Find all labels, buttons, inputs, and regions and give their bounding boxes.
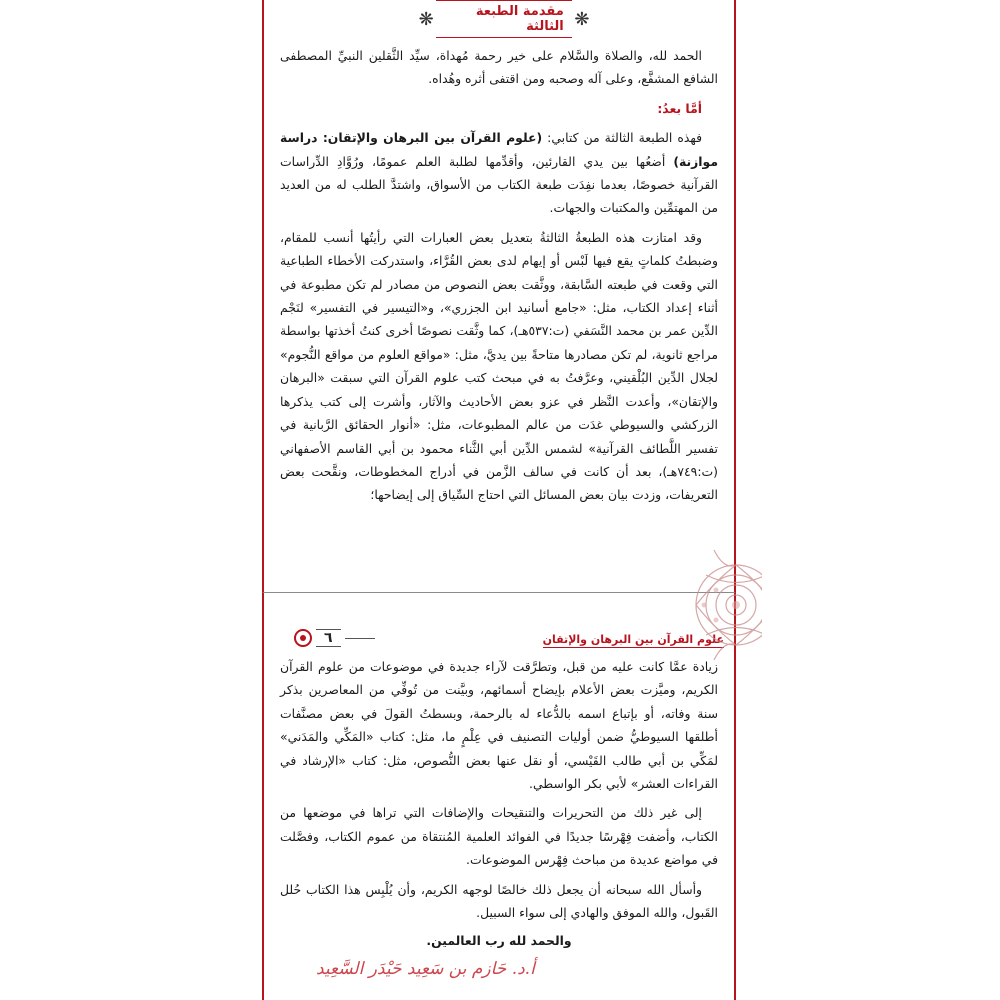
amma-badu-heading: أمَّا بعدُ: [657, 100, 702, 116]
edition-features-paragraph: وقد امتازت هذه الطبعةُ الثالثةُ بتعديل بعض العبارات التي رأيتُها أنسب للمقام، وضبطتُ كلماتٍ يقع فيها لَبْس أو إيهام لدى بعض القُرَّاء، واستدركت الأخطاء الطباعية التي وقعت في طبعته السَّابقة، ووثَّقت بعض النصوص من مصادر لم تكن مطبوعة في أثناء إعداد الكتاب، مثل: «جامع أسانيد ابن الجزري»، و«التيسير في التفسير» لنَجْم الدِّين عمر بن محمد النَّسَفي (ت:٥٣٧هـ)، كما وثَّقت نصوصًا أخرى كنتُ أخذتها بواسطة مراجع ثانوية، لم تكن مصادرها متاحةً بين يديَّ، مثل: «مواقع العلوم من مواقع النُّجوم» لجلال الدِّين البُلْقيني، وعرَّفتُ به في مبحث كتب علوم القرآن التي سبقت «البرهان والإتقان»، وأعدت النَّظر في عزو بعض الأحاديث والآثار، وأشرت إلى كتب يذكرها الزركشي والسيوطي غدَت من عالم المطبوعات، مثل: «أنوار الحقائق الرَّبانية في تفسير اللَّطائف القرآنية» لشمس الدِّين أبي الثَّناء محمود بن أبي القاسم الأصفهاني (ت:٧٤٩هـ)، بعد أن كانت في سالف الزَّمن في أدراج المخطوطات، ونقَّحت بعض التعريفات، وزدت بيان بعض المسائل التي احتاج السِّياق إلى إيضاحها؛ [280, 229, 718, 503]
prayer-paragraph: وأسأل الله سبحانه أن يجعل ذلك خالصًا لوجهه الكريم، وأن يُلْبِس هذا الكتاب حُلل القَبول، والله الموفق والهادي إلى سواء السبيل. [280, 881, 718, 921]
intro-rest: أضعُها بين يدي القارئين، وأقدِّمها لطلبة العلم عمومًا، ورُوَّادِ الدِّراسات القرآنية خصوصًا، بعدما نفِدَت طبعة الكتاب من الأسواق، واشتدَّ الطلب له من العديد من المهتمِّين والمكتبات والجهات. [280, 153, 718, 216]
rosette-icon [294, 629, 312, 647]
title-band [416, 4, 592, 34]
opening-paragraph: الحمد لله، والصلاة والسَّلام على خير رحمة مُهداة، سيِّد الثَّقلين النبيِّ المصطفى الشافع المشفَّع، وعلى آله وصحبه ومن اقتفى أثره وهُداه. [280, 48, 718, 87]
page-number-block [294, 629, 375, 647]
intro-paragraph [280, 126, 718, 220]
continuation-paragraph: زيادة عمَّا كانت عليه من قبل، وتطرَّقت لآراء جديدة في موضوعات من علوم القرآن الكريم، وميَّزت بعض الأعلام بإيضاح أسمائهم، وبيَّنت من تُوفِّي من المعاصرين بذكر سنة وفاته، أو بإتباع اسمه بالدُّعاء له بالرحمة، وبسطتُ القولَ في بعض مصنَّفات أطلقها السيوطيُّ ضمن أوليات التصنيف في عِلْمٍ ما، مثل: كتاب «المَكِّي والمَدَني» لمَكِّي بن أبي طالب القَيْسي، أو نقل عنها بعض النُّصوص، مثل: كتاب «الإرشاد في القراءات العشر» لأبي بكر الواسطي. [280, 659, 718, 792]
top-body [280, 44, 718, 513]
running-header [274, 629, 724, 651]
page-bottom [262, 592, 736, 1000]
additions-paragraph: إلى غير ذلك من التحريرات والتنقيحات والإضافات التي تراها في موضعها من الكتاب، وأضفت فِهْرسًا جديدًا في الفوائد العلمية المُنتقاة من عموم الكتاب، وفصَّلت في مواضع عديدة من مباحث فِهْرس الموضوعات. [280, 805, 718, 868]
floral-ornament-icon [674, 520, 762, 690]
intro-prefix: فهذه الطبعة الثالثة من كتابي: [542, 130, 702, 146]
running-book-title: علوم القرآن بين البرهان والإتقان [542, 633, 724, 646]
author-signature: أ.د. حَازم بن سَعِيد حَيْدَر السَّعِيد [316, 959, 535, 979]
bottom-body [280, 655, 718, 930]
ornament-right-icon: ❋ [574, 8, 590, 30]
page-title: مقدمة الطبعة الثالثة [436, 0, 572, 38]
header-rule [345, 638, 375, 639]
ornament-left-icon: ❋ [418, 8, 434, 30]
page-number: ٦ [316, 629, 341, 647]
closing-line: والحمد لله رب العالمين. [426, 933, 572, 948]
book-name: (علوم القرآن بين البرهان والإتقان: دراسة موازنة) [280, 130, 718, 169]
page-top [262, 0, 736, 592]
